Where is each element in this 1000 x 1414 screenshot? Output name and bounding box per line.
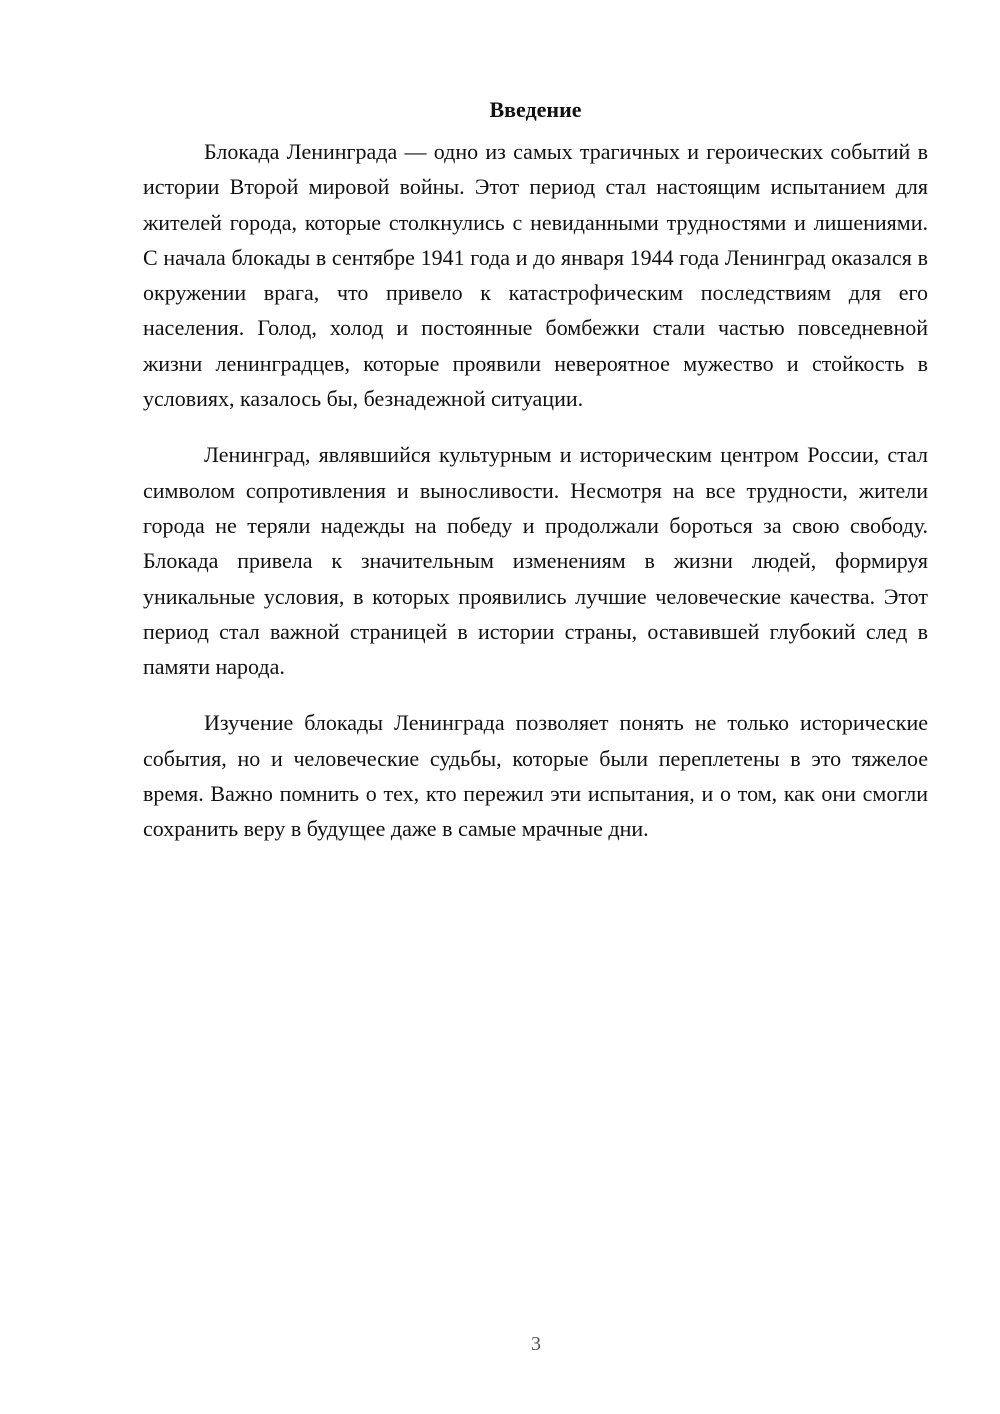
paragraph-3: Изучение блокады Ленинграда позволяет понять не только исторические события, но и человеческие судьбы, которые были переплетены в это тяжелое время. Важно помнить о тех, кто пережил эти испытания, и о том, как они смогли сохранить веру в будущее даже в самые мрачные дни. <box>143 710 928 842</box>
paragraph-1: Блокада Ленинграда — одно из самых трагичных и героических событий в истории Второй мировой войны. Этот период стал настоящим испытанием для жителей города, которые столкнулись с невиданными трудностями и лишениями. С начала блокады в сентябре 1941 года и до января 1944 года Ленинград оказался в окружении врага, что привело к катастрофическим последствиям для его населения. Голод, холод и постоянные бомбежки стали частью повседневной жизни ленинградцев, которые проявили невероятное мужество и стойкость в условиях, казалось бы, безнадежной ситуации. <box>143 139 928 412</box>
page-content <box>143 96 928 868</box>
section-title: Введение <box>489 97 582 122</box>
paragraph-2: Ленинград, являвшийся культурным и историческим центром России, стал символом сопротивления и выносливости. Несмотря на все трудности, жители города не теряли надежды на победу и продолжали бороться за свою свободу. Блокада привела к значительным изменениям в жизни людей, формируя уникальные условия, в которых проявились лучшие человеческие качества. Этот период стал важной страницей в истории страны, оставившей глубокий след в памяти народа. <box>143 442 928 680</box>
page-number: 3 <box>531 1333 541 1355</box>
